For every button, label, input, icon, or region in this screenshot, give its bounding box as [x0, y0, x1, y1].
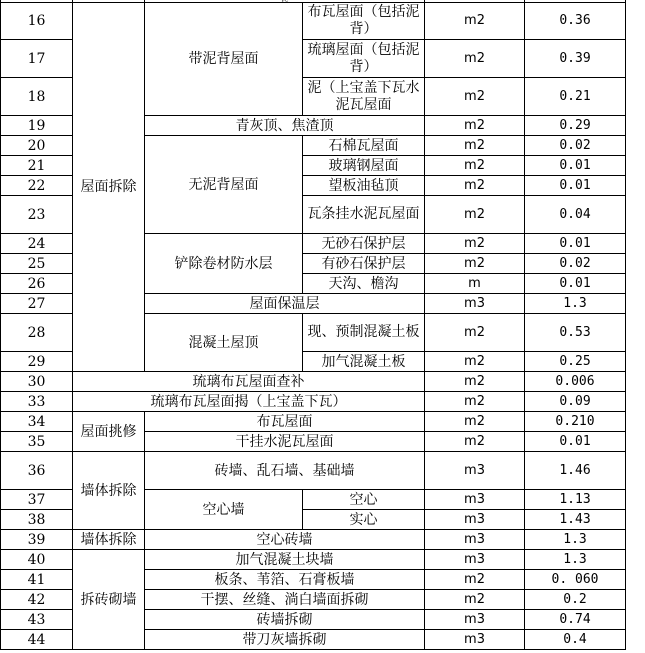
row-number: 40: [1, 550, 73, 570]
unit: m3: [425, 510, 525, 530]
category-roof-removal: 屋面拆除: [73, 3, 145, 372]
item-name: 加气混凝土板: [303, 352, 425, 372]
item-name: 琉璃布瓦屋面揭（上宝盖下瓦）: [73, 392, 425, 412]
category-wall-removal: 墙体拆除: [73, 452, 145, 530]
item-name: 无砂石保护层: [303, 234, 425, 254]
row-number: 43: [1, 610, 73, 630]
item-name: 现、预制混凝土板: [303, 314, 425, 352]
unit: m: [425, 274, 525, 294]
row-number: 33: [1, 392, 73, 412]
value: 0.39: [525, 40, 626, 78]
row-number: 17: [1, 40, 73, 78]
unit: m3: [425, 550, 525, 570]
item-name: 望板油毡顶: [303, 176, 425, 196]
row-number: 23: [1, 196, 73, 234]
value: 1.13: [525, 490, 626, 510]
item-name: 琉璃布瓦屋面查补: [73, 372, 425, 392]
row-number: 39: [1, 530, 73, 550]
unit: m2: [425, 78, 525, 116]
subcat-remove-membrane: 铲除卷材防水层: [145, 234, 303, 294]
unit: m2: [425, 3, 525, 40]
item-name: 泥（上宝盖下瓦水泥瓦屋面: [303, 78, 425, 116]
table-row: [1, 452, 626, 490]
unit: m2: [425, 392, 525, 412]
table-row: [1, 372, 626, 392]
table-row: [1, 550, 626, 570]
value: 0.53: [525, 314, 626, 352]
value: 0.01: [525, 176, 626, 196]
row-number: 29: [1, 352, 73, 372]
unit: m3: [425, 490, 525, 510]
item-name: 带刀灰墙拆砌: [145, 630, 425, 650]
unit: m2: [425, 254, 525, 274]
item-name: 砖墙、乱石墙、基础墙: [145, 452, 425, 490]
row-number: 16: [1, 3, 73, 40]
row-number: 42: [1, 590, 73, 610]
row-number: 38: [1, 510, 73, 530]
value: 0.006: [525, 372, 626, 392]
unit: m2: [425, 432, 525, 452]
row-number: 20: [1, 136, 73, 156]
item-name: 青灰顶、焦渣顶: [145, 116, 425, 136]
item-name: 实心: [303, 510, 425, 530]
category-roof-repair: 屋面挑修: [73, 412, 145, 452]
value: 0.21: [525, 78, 626, 116]
value: 1.3: [525, 550, 626, 570]
row-number: 44: [1, 630, 73, 650]
value: 1.3: [525, 530, 626, 550]
row-number: 30: [1, 372, 73, 392]
value: 0.09: [525, 392, 626, 412]
value: 0.29: [525, 116, 626, 136]
row-number: 36: [1, 452, 73, 490]
unit: m3: [425, 530, 525, 550]
item-name: 石棉瓦屋面: [303, 136, 425, 156]
row-number: 27: [1, 294, 73, 314]
item-name: 琉璃屋面（包括泥背）: [303, 40, 425, 78]
value: 1.3: [525, 294, 626, 314]
value: 0.2: [525, 590, 626, 610]
value: 0.01: [525, 274, 626, 294]
unit: m2: [425, 176, 525, 196]
value: 0.4: [525, 630, 626, 650]
value: 0.25: [525, 352, 626, 372]
item-name: 有砂石保护层: [303, 254, 425, 274]
item-name: 干摆、丝缝、淌白墙面拆砌: [145, 590, 425, 610]
value: 0.02: [525, 136, 626, 156]
item-name: 板条、苇箔、石膏板墙: [145, 570, 425, 590]
unit: m2: [425, 40, 525, 78]
table-row: [1, 530, 626, 550]
unit: m2: [425, 136, 525, 156]
value: 0.02: [525, 254, 626, 274]
item-name: 空心: [303, 490, 425, 510]
value: 0.01: [525, 432, 626, 452]
unit: m3: [425, 452, 525, 490]
value: 0.04: [525, 196, 626, 234]
unit: m3: [425, 294, 525, 314]
item-name: 布瓦屋面: [145, 412, 425, 432]
unit: m2: [425, 116, 525, 136]
unit: m2: [425, 234, 525, 254]
unit: m2: [425, 570, 525, 590]
row-number: 26: [1, 274, 73, 294]
row-number: 24: [1, 234, 73, 254]
item-name: 空心砖墙: [145, 530, 425, 550]
item-name: 玻璃钢屋面: [303, 156, 425, 176]
value: 0.210: [525, 412, 626, 432]
subcat-mud-back-roof: 带泥背屋面: [145, 3, 303, 116]
row-number: 18: [1, 78, 73, 116]
row-number: 28: [1, 314, 73, 352]
row-number: 25: [1, 254, 73, 274]
unit: m2: [425, 156, 525, 176]
value: 0.01: [525, 234, 626, 254]
unit: m2: [425, 352, 525, 372]
subcat-hollow-wall: 空心墙: [145, 490, 303, 530]
value: 0. 060: [525, 570, 626, 590]
table-row: [1, 3, 626, 40]
value: 0.36: [525, 3, 626, 40]
table-row: [1, 392, 626, 412]
item-name: 天沟、檐沟: [303, 274, 425, 294]
row-number: 35: [1, 432, 73, 452]
item-name: 布瓦屋面（包括泥背）: [303, 3, 425, 40]
category-wall-removal-2: 墙体拆除: [73, 530, 145, 550]
value: 0.74: [525, 610, 626, 630]
item-name: 加气混凝土块墙: [145, 550, 425, 570]
item-name: 屋面保温层: [145, 294, 425, 314]
unit: m2: [425, 412, 525, 432]
unit: m2: [425, 314, 525, 352]
unit: m2: [425, 372, 525, 392]
row-number: 22: [1, 176, 73, 196]
unit: m3: [425, 630, 525, 650]
value: 0.01: [525, 156, 626, 176]
subcat-concrete-roof: 混凝土屋顶: [145, 314, 303, 372]
subcat-no-mud-back: 无泥背屋面: [145, 136, 303, 234]
unit: m2: [425, 196, 525, 234]
row-number: 21: [1, 156, 73, 176]
table-row: [1, 412, 626, 432]
item-name: 瓦条挂水泥瓦屋面: [303, 196, 425, 234]
value: 1.43: [525, 510, 626, 530]
item-name: 砖墙拆砌: [145, 610, 425, 630]
value: 1.46: [525, 452, 626, 490]
row-number: 41: [1, 570, 73, 590]
unit: m3: [425, 610, 525, 630]
row-number: 19: [1, 116, 73, 136]
item-name: 干挂水泥瓦屋面: [145, 432, 425, 452]
row-number: 37: [1, 490, 73, 510]
unit: m2: [425, 590, 525, 610]
row-number: 34: [1, 412, 73, 432]
category-brick-masonry: 拆砖砌墙: [73, 550, 145, 650]
